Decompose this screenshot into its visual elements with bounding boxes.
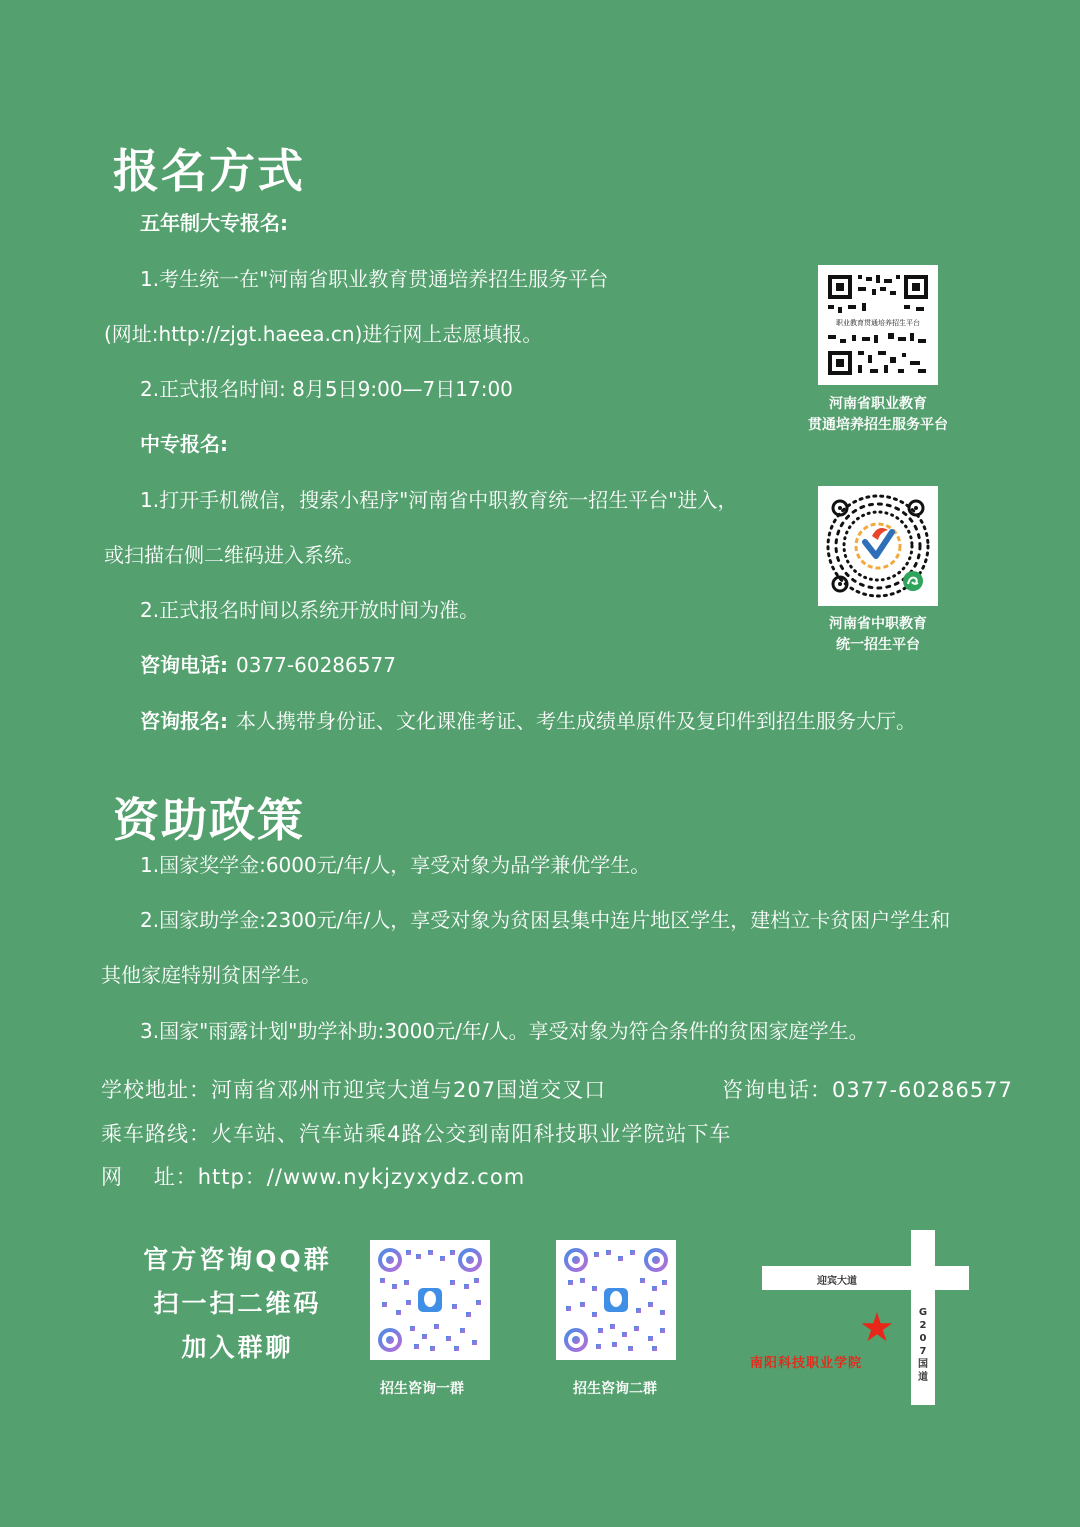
five-year-line3: 2.正式报名时间: 8月5日9:00—7日17:00 [140, 377, 513, 401]
qq-label-line2: 扫一扫二维码 [153, 1289, 322, 1318]
qq-label-line3: 加入群聊 [181, 1333, 294, 1362]
qq-qr-code-icon [556, 1240, 676, 1360]
secondary-heading: 中专报名: [140, 432, 228, 456]
mini-program-caption-line2: 统一招生平台 [836, 637, 920, 653]
qr-code-icon [818, 265, 938, 385]
five-year-line1: 1.考生统一在"河南省职业教育贯通培养招生服务平台 [140, 267, 609, 291]
aid-line3: 其他家庭特别贫困学生。 [101, 963, 321, 987]
mini-program-code-icon [818, 486, 938, 606]
platform-qr-caption [788, 394, 968, 436]
mini-program-caption-line1: 河南省中职教育 [829, 616, 927, 632]
enroll-phone [140, 649, 396, 678]
contact-phone: 咨询电话：0377-60286577 [722, 1078, 1013, 1102]
website-link[interactable]: http：//www.nykjzyxydz.com [197, 1165, 526, 1189]
qq-label [130, 1238, 345, 1370]
aid-line4: 3.国家"雨露计划"助学补助:3000元/年/人。享受对象为符合条件的贫困家庭学生。 [140, 1019, 869, 1043]
consult-label: 咨询报名: [140, 709, 228, 733]
road-vertical-label: G207国道 [918, 1307, 928, 1383]
qq-group1-caption: 招生咨询一群 [380, 1381, 464, 1397]
aid-line1: 1.国家奖学金:6000元/年/人，享受对象为品学兼优学生。 [140, 853, 651, 877]
school-name-label: 南阳科技职业学院 [750, 1356, 863, 1371]
qq-group1-qr-code[interactable] [370, 1240, 490, 1360]
bus-route: 乘车路线：火车站、汽车站乘4路公交到南阳科技职业学院站下车 [101, 1122, 732, 1146]
secondary-line1: 1.打开手机微信，搜索小程序"河南省中职教育统一招生平台"进入， [140, 488, 738, 512]
five-year-heading: 五年制大专报名: [140, 211, 288, 235]
secondary-line2: 或扫描右侧二维码进入系统。 [104, 543, 364, 567]
school-location-star-icon: ★ [859, 1305, 895, 1351]
enroll-consult [140, 705, 916, 734]
phone-label: 咨询电话: [140, 653, 228, 677]
qq-group2-caption: 招生咨询二群 [573, 1381, 657, 1397]
school-address: 学校地址：河南省邓州市迎宾大道与207国道交叉口 [101, 1078, 607, 1102]
qq-label-line1: 官方咨询QQ群 [143, 1245, 332, 1274]
website [101, 1161, 525, 1191]
website-label: 网 址： [101, 1165, 198, 1189]
platform-qr-caption-line2: 贯通培养招生服务平台 [808, 417, 948, 433]
aid-title: 资助政策 [113, 793, 305, 847]
qq-qr-code-icon [370, 1240, 490, 1360]
five-year-line2: (网址:http://zjgt.haeea.cn)进行网上志愿填报。 [104, 322, 543, 346]
mini-program-caption [788, 614, 968, 656]
road-horizontal [762, 1266, 969, 1290]
secondary-line3: 2.正式报名时间以系统开放时间为准。 [140, 598, 480, 622]
enroll-title: 报名方式 [113, 144, 305, 198]
qq-group2-qr-code[interactable] [556, 1240, 676, 1360]
platform-qr-caption-line1: 河南省职业教育 [829, 396, 927, 412]
consult-value: 本人携带身份证、文化课准考证、考生成绩单原件及复印件到招生服务大厅。 [236, 709, 916, 733]
mini-program-code[interactable] [818, 486, 938, 606]
road-horizontal-label: 迎宾大道 [817, 1276, 857, 1287]
platform-qr-code[interactable] [818, 265, 938, 385]
platform-qr-inner-text: 职业教育贯通培养招生平台 [836, 319, 920, 327]
aid-line2: 2.国家助学金:2300元/年/人，享受对象为贫困县集中连片地区学生，建档立卡贫困户学生和 [140, 908, 951, 932]
phone-value: 0377-60286577 [236, 653, 396, 677]
